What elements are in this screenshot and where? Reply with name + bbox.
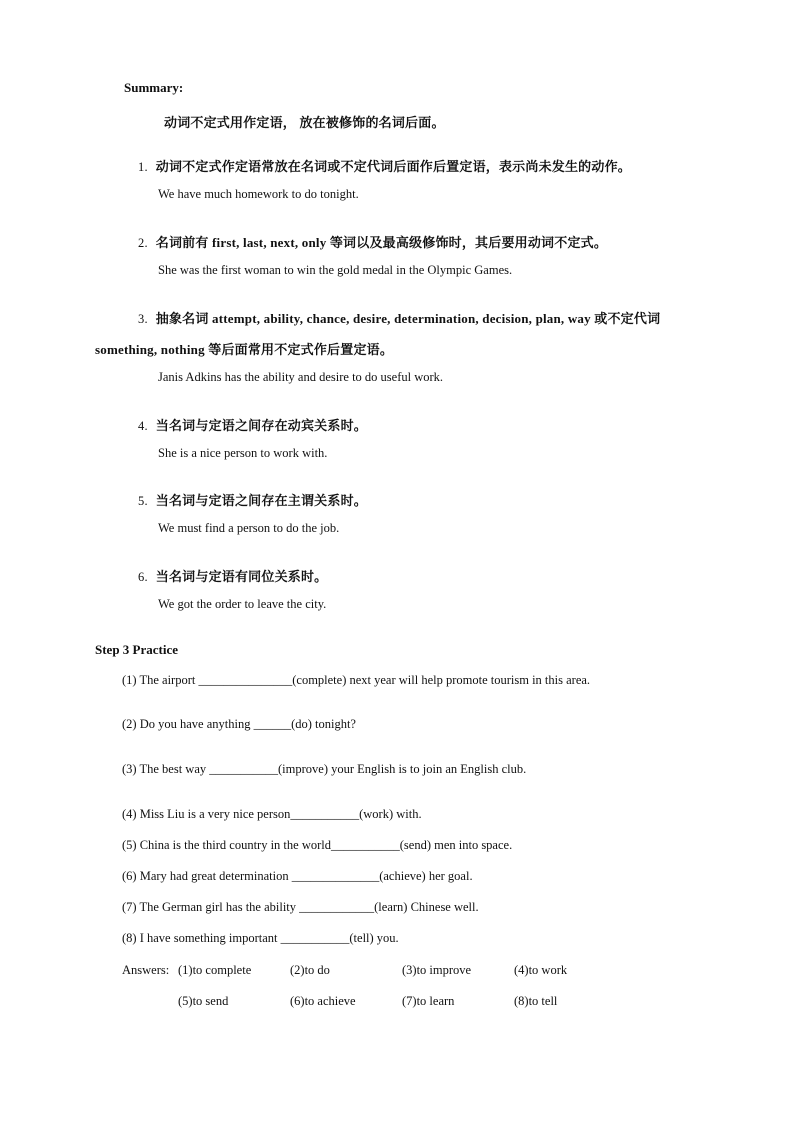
rule-text: 当名词与定语之间存在主谓关系时。 (155, 493, 367, 508)
rule-3-example: Janis Adkins has the ability and desire to do useful work. (158, 370, 444, 384)
rule-4-example: She is a nice person to work with. (158, 446, 328, 460)
practice-heading: Step 3 Practice (95, 642, 179, 657)
practice-question: (3) The best way ___________(improve) your English is to join an English club. (122, 762, 527, 776)
summary-heading: Summary: (124, 80, 184, 95)
rule-text: 名词前有 first, last, next, only 等词以及最高级修饰时，其后要用动词不定式。 (155, 235, 608, 250)
rule-text: 当名词与定语之间存在动宾关系时。 (155, 418, 367, 433)
rule-2 (138, 232, 607, 251)
rule-6-example: We got the order to leave the city. (158, 597, 327, 611)
answer-item: (3)to improve (402, 963, 472, 977)
answer-item: (1)to complete (178, 963, 252, 977)
rule-6 (138, 566, 327, 585)
answer-item: (8)to tell (514, 994, 558, 1008)
summary-intro: 动词不定式用作定语， 放在被修饰的名词后面。 (164, 115, 445, 130)
rule-number: 5. (138, 494, 148, 508)
rule-1 (138, 156, 631, 175)
rule-number: 6. (138, 570, 148, 584)
rule-number: 2. (138, 236, 148, 250)
practice-question: (7) The German girl has the ability ____________(learn) Chinese well. (122, 900, 479, 914)
rule-5 (138, 490, 367, 509)
practice-question: (8) I have something important ___________(tell) you. (122, 931, 399, 945)
rule-text: 当名词与定语有同位关系时。 (155, 569, 328, 584)
rule-5-example: We must find a person to do the job. (158, 521, 340, 535)
rule-2-example: She was the first woman to win the gold medal in the Olympic Games. (158, 263, 513, 277)
answer-item: (5)to send (178, 994, 229, 1008)
practice-question: (1) The airport _______________(complete) next year will help promote tourism in this area. (122, 673, 591, 687)
rule-3-continued: something, nothing 等后面常用不定式作后置定语。 (95, 342, 394, 357)
rule-text: 抽象名词 attempt, ability, chance, desire, determination, decision, plan, way 或不定代词 (155, 311, 661, 326)
practice-question: (4) Miss Liu is a very nice person___________(work) with. (122, 807, 422, 821)
practice-question: (5) China is the third country in the world___________(send) men into space. (122, 838, 513, 852)
answer-item: (4)to work (514, 963, 568, 977)
answer-item: (6)to achieve (290, 994, 356, 1008)
rule-number: 3. (138, 312, 148, 326)
rule-text: 动词不定式作定语常放在名词或不定代词后面作后置定语，表示尚未发生的动作。 (155, 159, 631, 174)
answer-item: (2)to do (290, 963, 330, 977)
practice-question: (6) Mary had great determination ______________(achieve) her goal. (122, 869, 473, 883)
rule-number: 1. (138, 160, 148, 174)
answer-item: (7)to learn (402, 994, 455, 1008)
answers-label: Answers: (122, 963, 170, 977)
rule-4 (138, 415, 367, 434)
rule-number: 4. (138, 419, 148, 433)
practice-question: (2) Do you have anything ______(do) tonight? (122, 717, 356, 731)
rule-3 (138, 308, 660, 327)
rule-1-example: We have much homework to do tonight. (158, 187, 359, 201)
